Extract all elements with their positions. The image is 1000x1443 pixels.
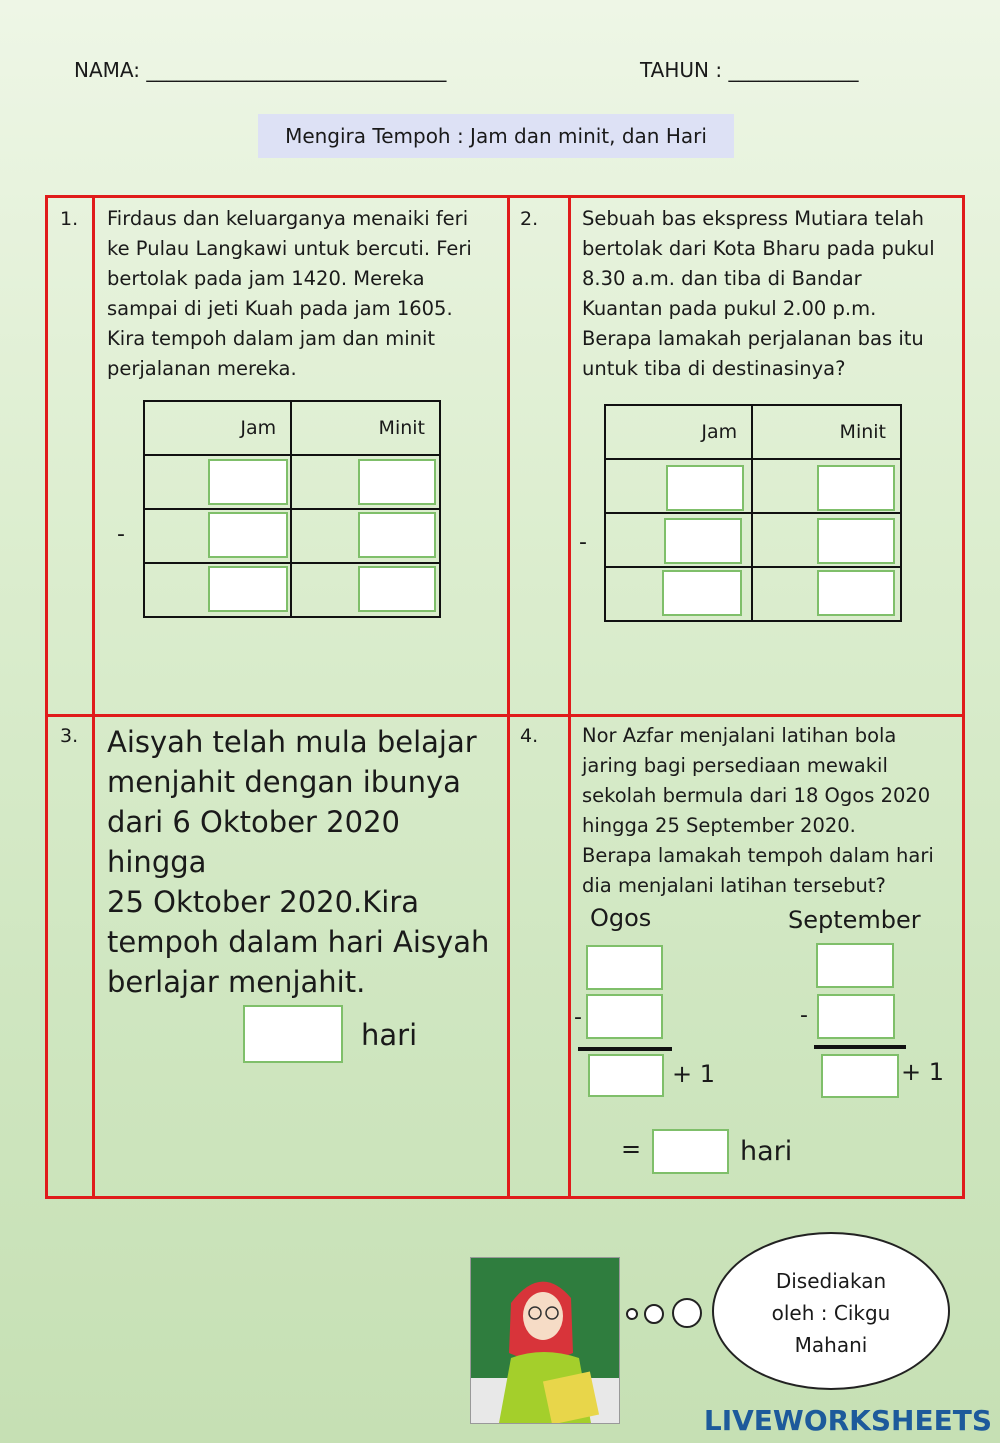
q2-jam-input-1[interactable] [666,465,744,511]
divider-q1-num [92,198,95,1196]
q2-minus-sign: - [579,530,587,555]
question-4-text [582,721,962,901]
q2-line: untuk tiba di destinasinya? [582,357,846,380]
q1-jam-input-1[interactable] [208,459,288,505]
q4-line: Berapa lamakah tempoh dalam hari [582,844,934,867]
question-1-text [107,204,502,384]
question-3-text [107,722,502,1002]
q2-minit-answer[interactable] [817,570,895,616]
q3-days-answer[interactable] [243,1005,343,1063]
q2-line: 8.30 a.m. dan tiba di Bandar [582,267,862,290]
question-4-number: 4. [520,725,539,747]
q2-line: bertolak dari Kota Bharu pada pukul [582,237,935,260]
q1-line: perjalanan mereka. [107,357,297,380]
credit-line: Mahani [794,1333,868,1357]
thought-dot-large [672,1298,702,1328]
q4-month-ogos: Ogos [590,904,652,932]
q4-ogos-bar [578,1047,672,1051]
credit-line: Disediakan [775,1269,887,1293]
credit-text [742,1265,920,1361]
q4-month-september: September [788,906,921,934]
q1-jam-input-2[interactable] [208,512,288,558]
q4-equals-sign: = [621,1135,642,1163]
q2-minit-input-2[interactable] [817,518,895,564]
q4-sept-input-2[interactable] [817,994,895,1039]
liveworksheets-logo[interactable]: LIVEWORKSHEETS [703,1404,992,1437]
question-1-number: 1. [60,208,79,230]
name-label: NAMA: ______________________________ [74,58,447,82]
q4-total-days-answer[interactable] [652,1129,729,1174]
q1-col-minit: Minit [291,401,440,455]
q2-col-minit: Minit [752,405,901,459]
q4-ogos-plus-one: + 1 [672,1060,716,1088]
q3-line: Aisyah telah mula belajar [107,725,477,759]
q4-sept-plus-one: + 1 [901,1058,945,1086]
q2-line: Sebuah bas ekspress Mutiara telah [582,207,924,230]
q4-unit-label: hari [740,1136,793,1167]
q1-minit-input-2[interactable] [358,512,436,558]
q1-line: Firdaus dan keluarganya menaiki feri [107,207,469,230]
q4-line: jaring bagi persediaan mewakil [582,754,888,777]
q4-line: dia menjalani latihan tersebut? [582,874,886,897]
q1-minit-answer[interactable] [358,566,436,612]
q4-ogos-input-2[interactable] [586,994,663,1039]
teacher-icon [471,1258,619,1423]
thought-dot-small [626,1308,638,1320]
q3-line: 25 Oktober 2020.Kira [107,885,420,919]
q2-line: Kuantan pada pukul 2.00 p.m. [582,297,877,320]
q3-unit-label: hari [361,1018,418,1052]
q2-col-jam: Jam [605,405,752,459]
question-2-text [582,204,962,384]
question-2-number: 2. [520,208,539,230]
q4-line: sekolah bermula dari 18 Ogos 2020 [582,784,931,807]
question-3-number: 3. [60,725,79,747]
q4-line: Nor Azfar menjalani latihan bola [582,724,897,747]
q3-line: tempoh dalam hari Aisyah [107,925,490,959]
q1-line: Kira tempoh dalam jam dan minit [107,327,436,350]
q4-sept-bar [814,1045,906,1049]
q1-col-jam: Jam [144,401,291,455]
q4-ogos-minus: - [574,1005,582,1030]
q4-sept-result[interactable] [821,1054,899,1098]
q2-minit-input-1[interactable] [817,465,895,511]
divider-q2-num [568,198,571,1196]
teacher-illustration [470,1257,620,1424]
q1-line: ke Pulau Langkawi untuk bercuti. Feri [107,237,472,260]
q1-line: bertolak pada jam 1420. Mereka [107,267,425,290]
q2-jam-input-2[interactable] [664,518,742,564]
q1-line: sampai di jeti Kuah pada jam 1605. [107,297,453,320]
q1-jam-answer[interactable] [208,566,288,612]
year-label: TAHUN : _____________ [640,58,859,82]
q3-line: dari 6 Oktober 2020 hingga [107,805,400,879]
divider-middle [48,714,962,717]
worksheet-title: Mengira Tempoh : Jam dan minit, dan Hari [258,114,734,158]
divider-center [507,198,510,1196]
q4-ogos-input-1[interactable] [586,945,663,990]
q4-sept-minus: - [800,1003,808,1028]
q3-line: menjahit dengan ibunya [107,765,461,799]
q1-minit-input-1[interactable] [358,459,436,505]
thought-dot-medium [644,1304,664,1324]
q4-sept-input-1[interactable] [816,943,894,988]
credit-line: oleh : Cikgu [771,1301,891,1325]
q3-line: berlajar menjahit. [107,965,366,999]
q2-jam-answer[interactable] [662,570,742,616]
q2-line: Berapa lamakah perjalanan bas itu [582,327,924,350]
q4-line: hingga 25 September 2020. [582,814,856,837]
q1-minus-sign: - [117,522,125,547]
q4-ogos-result[interactable] [588,1054,664,1097]
